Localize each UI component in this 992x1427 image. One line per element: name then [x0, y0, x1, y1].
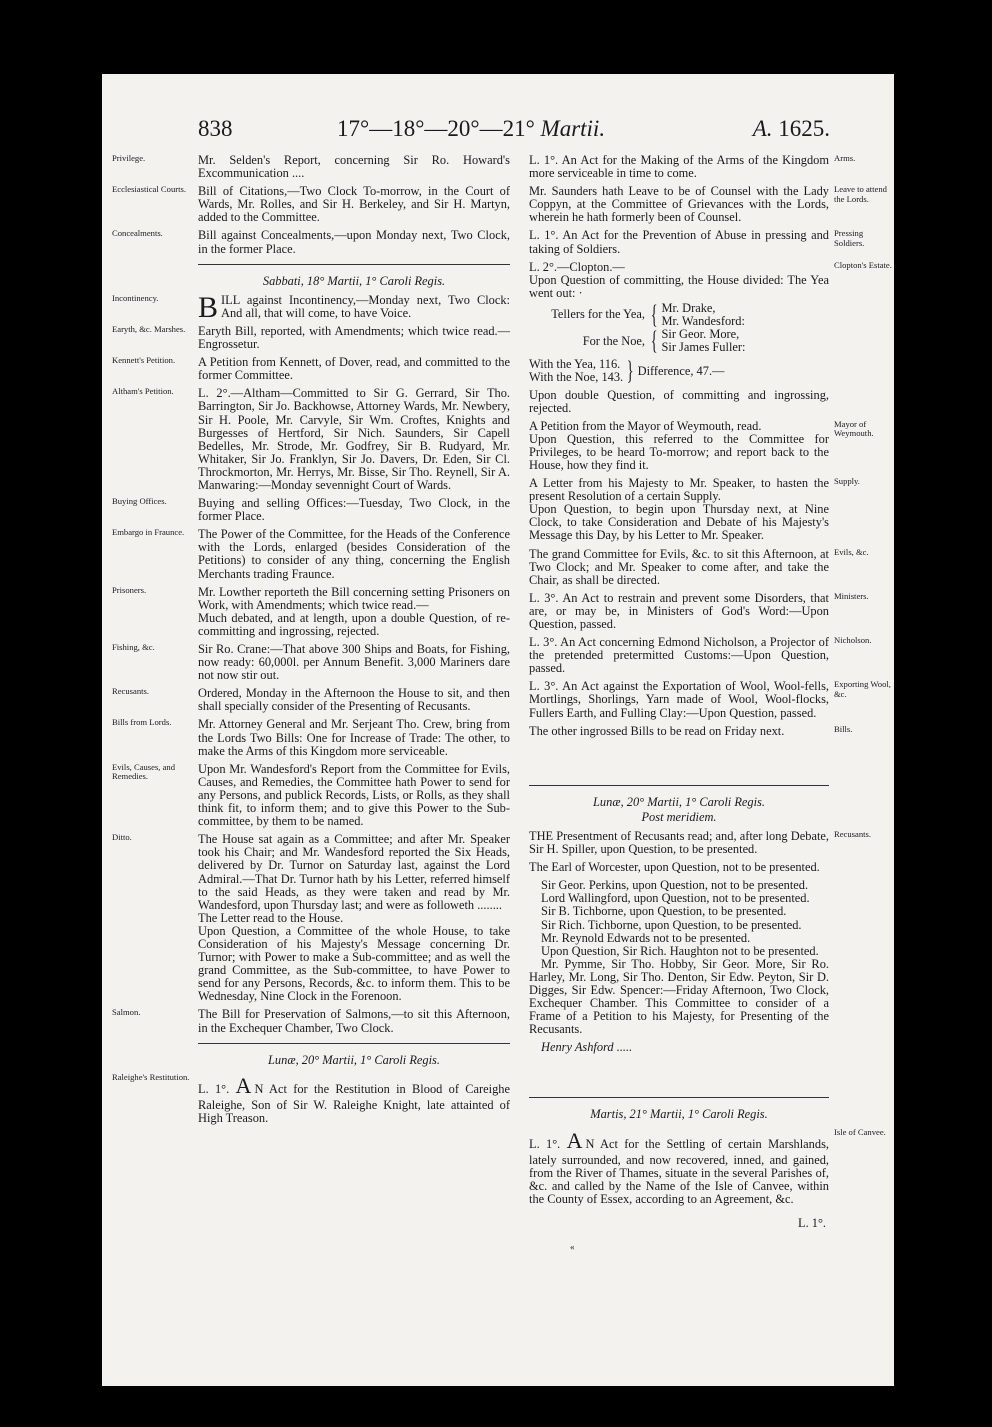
entry-text: N Act for the Restitution in Blood of Careighe Raleighe, Son of Sir W. Raleighe Knight, late attainted of High Treason. [198, 1081, 510, 1125]
entry-salmon [112, 1007, 510, 1035]
entry-recusants [112, 686, 510, 714]
drop-cap: B [198, 290, 219, 324]
entry-b-tichborne: Sir B. Tichborne, upon Question, to be presented. [541, 904, 787, 919]
tellers-label: Tellers for the Yea, [551, 307, 645, 322]
entry-kennett [112, 355, 510, 383]
section-divider [198, 264, 510, 265]
margin-note: Nicholson. [834, 635, 872, 646]
month-text: Martii. [540, 116, 606, 141]
entry-text: The Power of the Committee, for the Heads of the Conference with the Lords, enlarged (besides Consideration of the Petitions) to consider of any thing, concerning the English Merchants trading Fraunce. [198, 527, 510, 581]
brace-icon: } [626, 356, 634, 386]
entry-worcester [529, 861, 829, 874]
section-heading: Lunæ, 20° Martii, 1° Caroli Regis. [268, 1052, 440, 1067]
page-dates-heading [337, 116, 605, 142]
section-heading: Sabbati, 18° Martii, 1° Caroli Regis. [262, 273, 446, 288]
division-result [529, 358, 829, 384]
margin-note: Altham's Petition. [112, 386, 174, 397]
margin-note: Pressing Soldiers. [834, 228, 865, 248]
entry-text: L. 1°. An Act for the Making of the Arms of the Kingdom more serviceable in time to come. [529, 153, 829, 181]
entry-raleighe [112, 1071, 510, 1125]
margin-note: Recusants. [112, 686, 149, 697]
margin-note: Ministers. [834, 590, 869, 601]
entry-text: Upon Question, a Committee of the whole House, to take Consideration of his Majesty's Message concerning Dr. Turnor; with Power to make a Sub-committee; and as well the grand Committee, as the Sub-committee, to have Power to send for any Persons, Records, &c. to inform them. This to be Wednesday, Nine Clock in the Forenoon. [198, 923, 510, 1004]
entry-canvee [529, 1126, 886, 1206]
entry-reynold-edwards: Mr. Reynold Edwards not to be presented. [541, 930, 751, 945]
brace-icon: { [650, 300, 658, 330]
entry-incontinency [112, 290, 510, 324]
entry-prefix: L. 1°. [198, 1081, 230, 1096]
entry-fishing [112, 642, 510, 683]
entry-text: Sir Ro. Crane:—That above 300 Ships and Boats, for Fishing, now ready: 60,000l. per Annum Benefit. 3,000 Mariners dare not now stir out. [198, 642, 510, 683]
entry-embargo [112, 527, 510, 581]
entry-bills [529, 723, 853, 738]
entry-text: Much debated, and at length, upon a double Question, of re-committing and ingrossing, rejected. [198, 610, 510, 638]
entry-text: L. 2°.—Clopton.— [529, 259, 625, 274]
entry-text: ILL against Incontinency,—Monday next, Two Clock: And all, that will come, to have Voice. [221, 292, 510, 320]
entry-prisoners [112, 584, 510, 638]
difference-text: Difference, 47.— [637, 363, 725, 378]
catchword: L. 1°. [798, 1216, 827, 1230]
tellers-block [529, 302, 829, 354]
entry-text: Earyth Bill, reported, with Amendments; which twice read.—Engrossetur. [198, 323, 510, 352]
entry-concealments [112, 228, 510, 256]
tellers-names [661, 328, 745, 354]
section-heading: Lunæ, 20° Martii, 1° Caroli Regis. [593, 794, 765, 809]
entry-text: Mr. Lowther reporteth the Bill concerning setting Prisoners on Work, with Amendments; which twice read.— [198, 584, 510, 612]
entry-recusants [529, 828, 871, 857]
year-text: 1625. [778, 116, 830, 141]
margin-note: Arms. [834, 153, 856, 163]
entry-text: Ordered, Monday in the Afternoon the House to sit, and then shall specially consider of the Presenting of Recusants. [198, 686, 510, 714]
entry-nicholson [529, 635, 872, 676]
entry-text: The grand Committee for Evils, &c. to sit this Afternoon, at Two Clock; and Mr. Speaker to come after, and take the Chair, as shall be directed. [529, 546, 829, 587]
margin-note: Isle of Canvee. [834, 1126, 886, 1137]
entry-text: L. 3°. An Act against the Exportation of Wool, Wool-fells, Mortlings, Shorlings, Yarn made of Wool, Wool-flocks, Fullers Earth, and Fulling Clay:—Upon Question, passed. [529, 679, 829, 720]
drop-cap: A [566, 1127, 583, 1153]
entry-text: Upon double Question, of committing and ingrossing, rejected. [529, 387, 829, 415]
section-divider [529, 1097, 829, 1098]
entry-text: Upon Question of committing, the House divided: The Yea went out: · [529, 272, 829, 300]
entry-earyth [112, 323, 510, 352]
tellers-label: For the Noe, [582, 333, 645, 348]
margin-note: Exporting Wool, &c. [834, 679, 891, 699]
entry-ministers [529, 590, 869, 631]
right-column [529, 153, 892, 1211]
margin-note: Evils, &c. [834, 546, 869, 557]
margin-note: Fishing, &c. [112, 642, 155, 652]
journal-page [102, 74, 894, 1386]
entry-buying-offices [112, 496, 510, 524]
teller-name: Mr. Drake, [661, 300, 716, 315]
entry-text: A Petition from Kennett, of Dover, read, and committed to the former Committee. [198, 355, 510, 383]
tellers-yea [529, 302, 829, 328]
noe-count: With the Noe, 143. [529, 370, 624, 385]
entry-evils [112, 761, 510, 829]
page-number: 838 [198, 116, 233, 141]
entry-text: A Letter from his Majesty to Mr. Speaker, to hasten the present Resolution of a certain Supply. [529, 476, 829, 504]
margin-note: Salmon. [112, 1007, 141, 1018]
margin-note: Earyth, &c. Marshes. [112, 323, 186, 334]
entry-text: Bill of Citations,—Two Clock To-morrow, in the Court of Wards, Mr. Rolles, and Sir H. Berkeley, and Sir H. Martyn, added to the Committee. [198, 184, 510, 225]
entry-ashford: Henry Ashford ..... [541, 1040, 633, 1055]
entry-text: Upon Question, to begin upon Thursday next, at Nine Clock, to take Consideration and Debate of his Majesty's Message this Day, by his Letter to Mr. Speaker. [529, 502, 829, 543]
division-counts [529, 358, 623, 384]
entry-text: L. 3°. An Act concerning Edmond Nicholson, a Projector of the pretended pretermitted Customs:—Upon Question, passed. [529, 635, 829, 676]
brace-icon: { [650, 326, 658, 356]
entry-committee: Mr. Pymme, Sir Tho. Hobby, Sir Geor. More, Sir Ro. Harley, Mr. Long, Sir Tho. Denton, Sir Edw. Peyton, Sir D. Digges, Sir Edw. Spencer:—Friday Afternoon, Two Clock, Exchequer Chamber. This Committee to consider of a Frame of a Petition to his Majesty, for Presenting of the Recusants. [529, 956, 829, 1037]
entry-text: The Bill for Preservation of Salmons,—to sit this Afternoon, in the Exchequer Chamber, Two Clock. [198, 1007, 510, 1035]
entry-text: The House sat again as a Committee; and after Mr. Speaker took his Chair; and Mr. Wandesford reported the Six Heads, delivered by Dr. Turnor on Saturday last, against the Lord Admiral.—That Dr. Turnor hath by his Letter, referred himself to the said Heads, as they were taken and read by Mr. Wandesford, upon Thursday last; and were as followeth ........ [198, 832, 510, 912]
margin-note: Concealments. [112, 228, 163, 239]
margin-note: Ditto. [112, 832, 132, 843]
margin-note: Prisoners. [112, 584, 147, 595]
entry-text: L. 1°. An Act for the Prevention of Abuse in pressing and taking of Soldiers. [529, 228, 829, 256]
margin-note: Bills. [834, 723, 853, 734]
yea-count: With the Yea, 116. [529, 357, 621, 372]
tellers-names [661, 302, 744, 328]
signature-mark: « [570, 1242, 575, 1252]
entry-text: A Petition from the Mayor of Weymouth, read. [529, 418, 762, 433]
margin-note: Mayor of Weymouth. [834, 418, 874, 439]
margin-note: Recusants. [834, 828, 871, 839]
margin-note: Clopton's Estate. [834, 259, 892, 270]
entry-haughton: Upon Question, Sir Rich. Haughton not to be presented. [541, 943, 819, 958]
entry-text: Mr. Attorney General and Mr. Serjeant Tho. Crew, bring from the Lords Two Bills: One for Increase of Trade: The other, to make the Arms of this Kingdom more serviceable. [198, 717, 510, 758]
dates-text: 17°—18°—20°—21° [337, 116, 535, 141]
entry-evils [529, 546, 869, 587]
entry-text: The Earl of Worcester, upon Question, not to be presented. [529, 860, 820, 875]
left-column [112, 153, 510, 1130]
entry-bills-from-lords [112, 717, 510, 758]
entry-r-tichborne: Sir Rich. Tichborne, upon Question, to be presented. [541, 917, 802, 932]
entry-text: Upon Mr. Wandesford's Report from the Committee for Evils, Causes, and Remedies, the Committee hath Power to send for any Persons, and publick Records, Lists, or Rolls, as they shall think fit, to inform them; and to give this Power to the Sub-committee, by them to be named. [198, 761, 510, 829]
entry-text: N Act for the Settling of certain Marshlands, lately surrounded, and now recovered, inned, and gained, from the River of Thames, situate in the several Parishes of, &c. and called by the Name of the Isle of Canvee, within the County of Essex, according to an Agreement, &c. [529, 1136, 829, 1206]
margin-note: Embargo in Fraunce. [112, 527, 185, 538]
entry-pressing [529, 228, 865, 256]
entry-privilege [112, 153, 510, 181]
entry-arms [529, 153, 856, 181]
section-divider [198, 1043, 510, 1044]
margin-note: Raleighe's Restitution. [112, 1071, 190, 1082]
margin-note: Bills from Lords. [112, 717, 172, 728]
year-prefix: A. [752, 116, 773, 141]
page-year [753, 116, 830, 142]
entry-clopton [529, 259, 892, 415]
entry-altham [112, 386, 510, 492]
entry-wallingford: Lord Wallingford, upon Question, not to be presented. [541, 891, 810, 906]
entry-wool [529, 679, 891, 720]
entry-supply [529, 476, 860, 543]
entry-leave [529, 184, 887, 225]
entry-text: The Letter read to the House. [198, 910, 344, 925]
margin-note: Evils, Causes, and Remedies. [112, 761, 176, 782]
margin-note: Privilege. [112, 153, 146, 163]
teller-name: Sir James Fuller: [661, 340, 746, 355]
entry-text: THE Presentment of Recusants read; and, after long Debate, Sir H. Spiller, upon Question, to be presented. [529, 828, 829, 857]
entry-text: Mr. Saunders hath Leave to be of Counsel with the Lady Coppyn, at the Committee of Grievances with the Lords, wherein he hath formerly been of Counsel. [529, 184, 829, 225]
section-heading: Martis, 21° Martii, 1° Caroli Regis. [590, 1107, 768, 1122]
entry-ecclesiastical [112, 184, 510, 225]
entry-text: Buying and selling Offices:—Tuesday, Two Clock, in the former Place. [198, 496, 510, 524]
section-divider [529, 785, 829, 786]
entry-text: L. 3°. An Act to restrain and prevent some Disorders, that are, or may be, in Ministers of God's Word:—Upon Question, passed. [529, 590, 829, 631]
entry-weymouth [529, 418, 874, 472]
entry-ditto [112, 832, 510, 1004]
margin-note: Leave to attend the Lords. [834, 184, 887, 204]
drop-cap: A [235, 1072, 252, 1098]
margin-note: Incontinency. [112, 292, 159, 303]
entry-text: Bill against Concealments,—upon Monday next, Two Clock, in the former Place. [198, 228, 510, 256]
tellers-noe [529, 328, 829, 354]
section-subheading: Post meridiem. [641, 809, 717, 824]
entry-perkins: Sir Geor. Perkins, upon Question, not to be presented. [541, 878, 809, 893]
entry-text: The other ingrossed Bills to be read on Friday next. [529, 723, 785, 738]
margin-note: Ecclesiastical Courts. [112, 184, 186, 195]
entry-text: Mr. Selden's Report, concerning Sir Ro. Howard's Excommunication .... [198, 153, 510, 181]
teller-name: Mr. Wandesford: [661, 314, 745, 329]
margin-note: Kennett's Petition. [112, 355, 176, 366]
entry-prefix: L. 1°. [529, 1136, 561, 1151]
margin-note: Buying Offices. [112, 496, 167, 507]
margin-note: Supply. [834, 476, 860, 487]
teller-name: Sir Geor. More, [661, 327, 740, 342]
entry-text: Upon Question, this referred to the Committee for Privileges, to be heard To-morrow; and report back to the House, how they find it. [529, 431, 829, 472]
entry-text: L. 2°.—Altham—Committed to Sir G. Gerrard, Sir Tho. Barrington, Sir Jo. Backhowse, Attorney Wards, Mr. Newbery, Sir H. Poole, Mr. Carvyle, Sir Wm. Croftes, Knights and Burgesses of Hertford, Sir Nich. Saunders, Sir Capell Bedelles, Mr. Strode, Mr. Godfrey, Sir B. Rudyard, Mr. Whitaker, Sir Jo. Franklyn, Sir Jo. Davers, Dr. Eden, Sir Cl. Throckmorton, Mr. Herrys, Mr. Bisse, Sir Tho. Reynell, Sir A. Manwaring:—Monday sevennight Court of Wards. [198, 386, 510, 492]
